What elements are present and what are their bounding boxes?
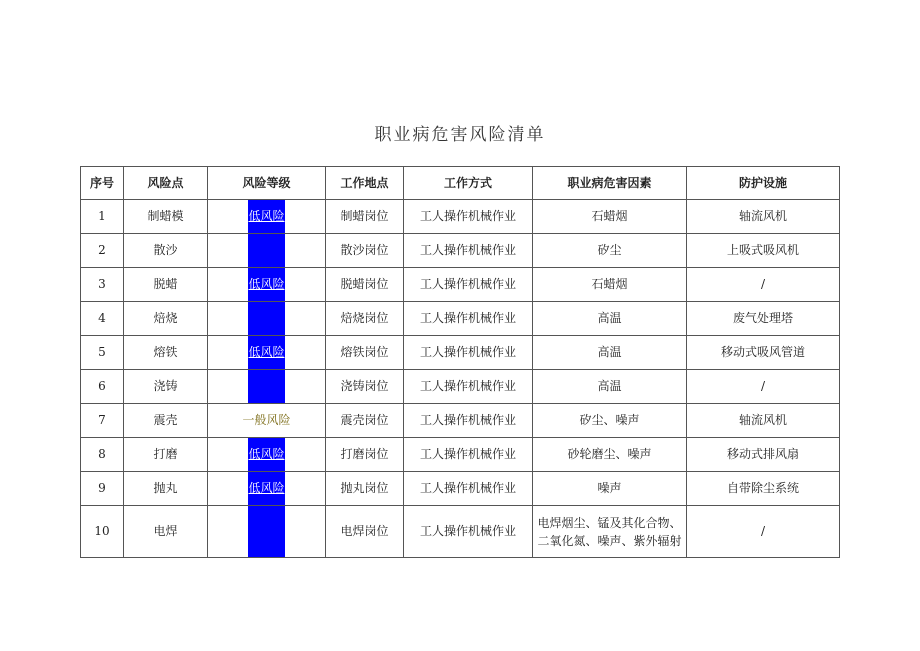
header-protection: 防护设施	[687, 167, 840, 200]
cell-risk-point: 打磨	[124, 438, 208, 472]
table-row	[81, 200, 840, 234]
header-risk-level: 风险等级	[208, 167, 326, 200]
cell-protection: /	[687, 370, 840, 404]
cell-risk-level	[208, 302, 326, 336]
cell-work-method: 工人操作机械作业	[404, 438, 533, 472]
risk-level-label: 低风险	[248, 481, 285, 495]
risk-level-label: 低风险	[248, 345, 285, 359]
cell-protection: 自带除尘系统	[687, 472, 840, 506]
cell-risk-point: 震壳	[124, 404, 208, 438]
cell-work-method: 工人操作机械作业	[404, 370, 533, 404]
cell-hazard: 噪声	[533, 472, 687, 506]
cell-risk-point: 抛丸	[124, 472, 208, 506]
cell-hazard: 高温	[533, 336, 687, 370]
cell-risk-point: 焙烧	[124, 302, 208, 336]
cell-protection: /	[687, 268, 840, 302]
table-row	[81, 302, 840, 336]
table-row	[81, 234, 840, 268]
cell-risk-point: 制蜡模	[124, 200, 208, 234]
cell-work-method: 工人操作机械作业	[404, 404, 533, 438]
cell-hazard: 矽尘	[533, 234, 687, 268]
cell-risk-level	[208, 234, 326, 268]
cell-risk-level	[208, 506, 326, 558]
table-row	[81, 506, 840, 558]
cell-no: 9	[81, 472, 124, 506]
cell-no: 2	[81, 234, 124, 268]
cell-no: 7	[81, 404, 124, 438]
cell-work-place: 浇铸岗位	[326, 370, 404, 404]
risk-level-band	[248, 234, 285, 267]
hazard-line: 二氧化氮、噪声、紫外辐射	[537, 533, 682, 548]
cell-hazard: 砂轮磨尘、噪声	[533, 438, 687, 472]
risk-level-band	[248, 370, 285, 403]
header-risk-point: 风险点	[124, 167, 208, 200]
header-work-place: 工作地点	[326, 167, 404, 200]
cell-work-place: 抛丸岗位	[326, 472, 404, 506]
cell-hazard: 高温	[533, 370, 687, 404]
cell-no: 3	[81, 268, 124, 302]
risk-table	[80, 166, 840, 558]
cell-work-place: 制蜡岗位	[326, 200, 404, 234]
cell-risk-level	[208, 472, 326, 506]
cell-protection: 轴流风机	[687, 404, 840, 438]
cell-work-place: 焙烧岗位	[326, 302, 404, 336]
risk-level-label: 低风险	[248, 209, 285, 223]
table-row	[81, 370, 840, 404]
risk-level-label: 一般风险	[242, 413, 291, 427]
hazard-line: 电焊烟尘、锰及其化合物、	[537, 515, 682, 530]
cell-hazard: 石蜡烟	[533, 200, 687, 234]
cell-hazard: 石蜡烟	[533, 268, 687, 302]
page-title: 职业病危害风险清单	[374, 125, 546, 145]
cell-risk-point: 脱蜡	[124, 268, 208, 302]
cell-no: 8	[81, 438, 124, 472]
cell-no: 10	[81, 506, 124, 558]
cell-work-method: 工人操作机械作业	[404, 302, 533, 336]
cell-work-method: 工人操作机械作业	[404, 506, 533, 558]
cell-protection: 移动式吸风管道	[687, 336, 840, 370]
cell-risk-point: 浇铸	[124, 370, 208, 404]
cell-risk-level	[208, 336, 326, 370]
cell-work-method: 工人操作机械作业	[404, 200, 533, 234]
cell-risk-level	[208, 370, 326, 404]
cell-protection: 移动式排风扇	[687, 438, 840, 472]
cell-protection: 上吸式吸风机	[687, 234, 840, 268]
cell-protection: 轴流风机	[687, 200, 840, 234]
risk-level-label: 低风险	[248, 277, 285, 291]
cell-risk-level	[208, 268, 326, 302]
cell-hazard: 高温	[533, 302, 687, 336]
table-header-row	[81, 167, 840, 200]
cell-hazard: 矽尘、噪声	[533, 404, 687, 438]
cell-work-place: 打磨岗位	[326, 438, 404, 472]
cell-work-place: 电焊岗位	[326, 506, 404, 558]
table-row	[81, 404, 840, 438]
table-row	[81, 472, 840, 506]
cell-risk-level	[208, 404, 326, 438]
header-no: 序号	[81, 167, 124, 200]
cell-no: 6	[81, 370, 124, 404]
cell-risk-point: 散沙	[124, 234, 208, 268]
cell-work-method: 工人操作机械作业	[404, 234, 533, 268]
cell-no: 5	[81, 336, 124, 370]
risk-level-band	[248, 506, 285, 557]
cell-work-method: 工人操作机械作业	[404, 472, 533, 506]
cell-risk-level	[208, 200, 326, 234]
cell-work-place: 震壳岗位	[326, 404, 404, 438]
cell-protection: /	[687, 506, 840, 558]
cell-risk-level	[208, 438, 326, 472]
cell-protection: 废气处理塔	[687, 302, 840, 336]
cell-risk-point: 熔铁	[124, 336, 208, 370]
table-row	[81, 438, 840, 472]
cell-work-method: 工人操作机械作业	[404, 336, 533, 370]
cell-work-place: 散沙岗位	[326, 234, 404, 268]
table-row	[81, 268, 840, 302]
cell-risk-point: 电焊	[124, 506, 208, 558]
risk-level-band	[248, 302, 285, 335]
table-row	[81, 336, 840, 370]
cell-hazard	[533, 506, 687, 558]
cell-work-method: 工人操作机械作业	[404, 268, 533, 302]
cell-work-place: 熔铁岗位	[326, 336, 404, 370]
cell-no: 4	[81, 302, 124, 336]
risk-level-label: 低风险	[248, 447, 285, 461]
header-work-method: 工作方式	[404, 167, 533, 200]
header-hazard-factor: 职业病危害因素	[533, 167, 687, 200]
cell-work-place: 脱蜡岗位	[326, 268, 404, 302]
cell-no: 1	[81, 200, 124, 234]
